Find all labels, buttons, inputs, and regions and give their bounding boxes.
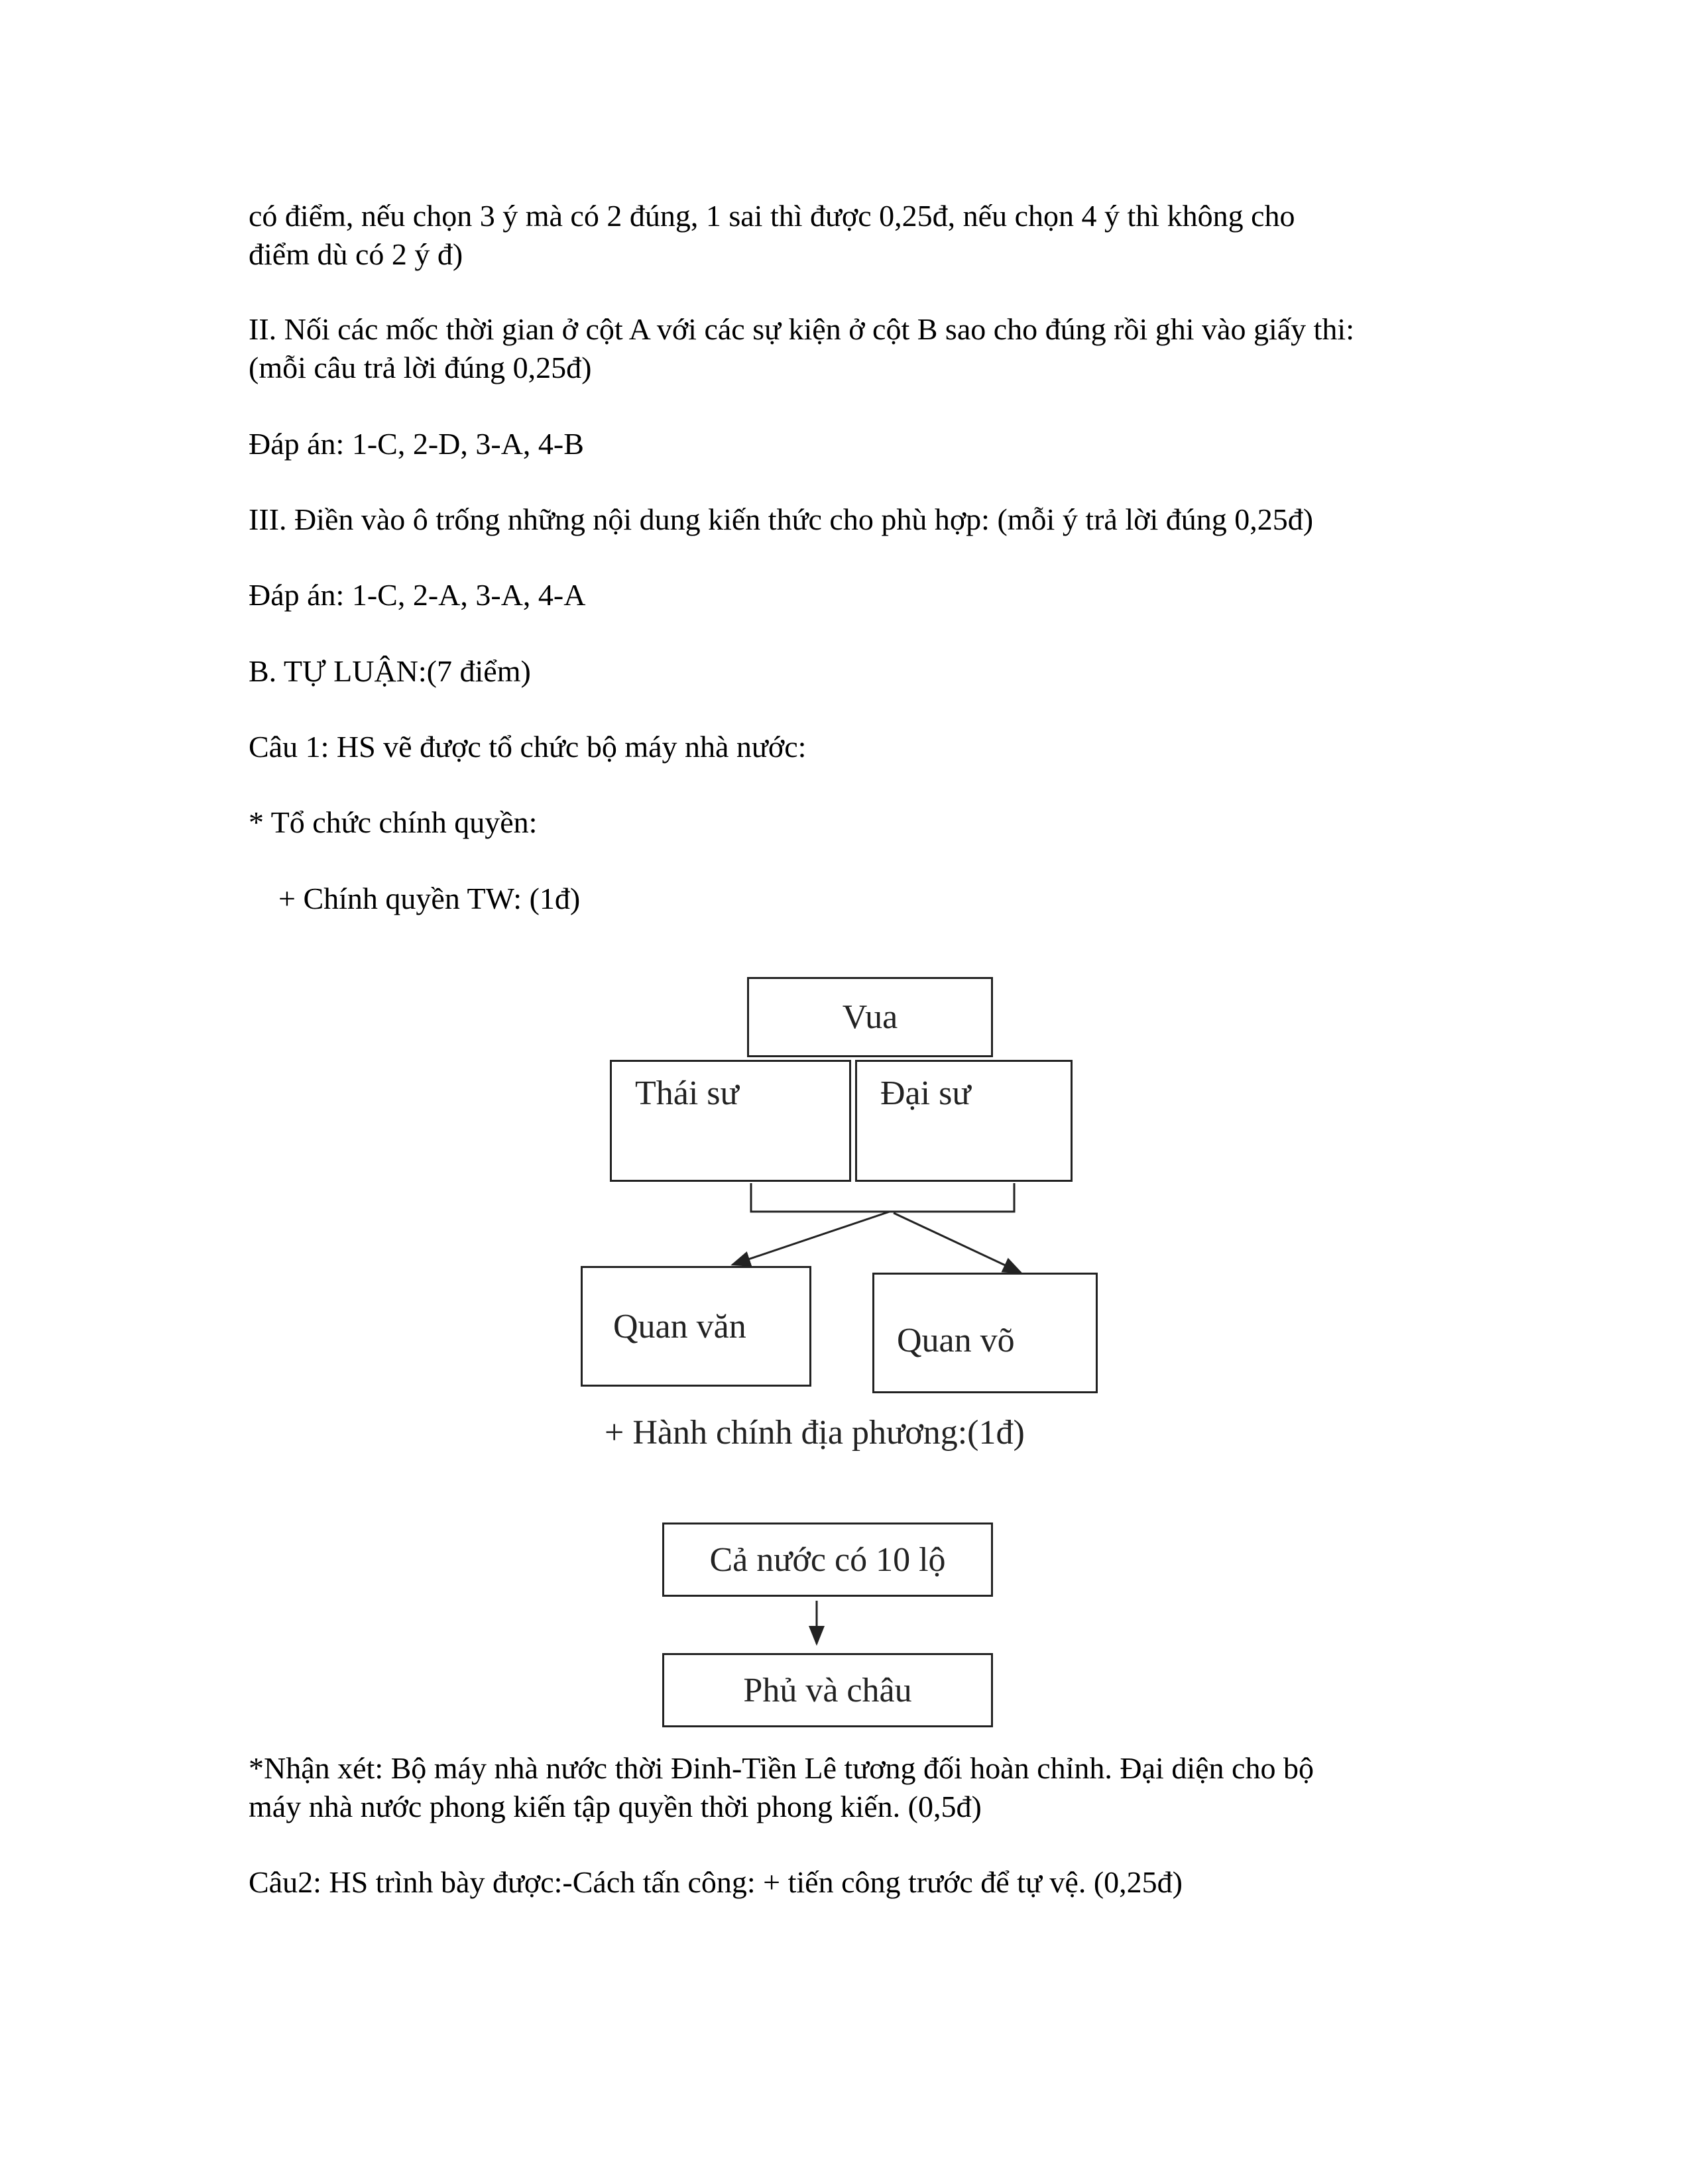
answer-key-ii: Đáp án: 1-C, 2-D, 3-A, 4-B bbox=[249, 427, 584, 461]
provinces-box bbox=[662, 1523, 993, 1597]
provinces-label: Cả nước có 10 lộ bbox=[709, 1540, 946, 1579]
paragraph-line: *Nhận xét: Bộ máy nhà nước thời Đinh-Tiền Lê tương đối hoàn chỉnh. Đại diện cho bộ bbox=[249, 1751, 1314, 1785]
military-officials-label: Quan võ bbox=[897, 1321, 1015, 1359]
answer-key-iii: Đáp án: 1-C, 2-A, 3-A, 4-A bbox=[249, 578, 586, 612]
arrow-to-military-officials bbox=[894, 1213, 1021, 1273]
grand-tutor-label: Thái sư bbox=[635, 1074, 739, 1112]
section-iii-instruction: III. Điền vào ô trống những nội dung kiến thức cho phù hợp: (mỗi ý trả lời đúng 0,25đ) bbox=[249, 502, 1314, 536]
king-box bbox=[747, 977, 993, 1057]
military-officials-box bbox=[872, 1273, 1098, 1393]
districts-box bbox=[662, 1653, 993, 1727]
king-label: Vua bbox=[842, 998, 898, 1036]
great-master-box bbox=[855, 1060, 1073, 1182]
local-administration-caption: + Hành chính địa phương:(1đ) bbox=[605, 1414, 1025, 1452]
civil-officials-box bbox=[581, 1266, 811, 1387]
question-2-text: Câu2: HS trình bày được:-Cách tấn công: + tiến công trước để tự vệ. (0,25đ) bbox=[249, 1865, 1183, 1899]
bracket-connector bbox=[751, 1183, 1014, 1212]
grand-tutor-box bbox=[610, 1060, 851, 1182]
great-master-label: Đại sư bbox=[880, 1074, 971, 1112]
section-b-heading: B. TỰ LUẬN:(7 điểm) bbox=[249, 654, 531, 688]
remark-paragraph bbox=[249, 1749, 1442, 1826]
paragraph-line: máy nhà nước phong kiến tập quyền thời phong kiến. (0,5đ) bbox=[249, 1790, 982, 1823]
paragraph-line: điểm dù có 2 ý đ) bbox=[249, 237, 463, 271]
paragraph-line: (mỗi câu trả lời đúng 0,25đ) bbox=[249, 351, 592, 384]
central-government-heading: + Chính quyền TW: (1đ) bbox=[278, 882, 581, 915]
government-organization-heading: * Tổ chức chính quyền: bbox=[249, 805, 538, 839]
arrow-to-civil-officials bbox=[732, 1212, 890, 1265]
question-1-text: Câu 1: HS vẽ được tổ chức bộ máy nhà nước: bbox=[249, 730, 807, 764]
paragraph-line: có điểm, nếu chọn 3 ý mà có 2 đúng, 1 sai thì được 0,25đ, nếu chọn 4 ý thì không cho bbox=[249, 199, 1295, 233]
districts-label: Phủ và châu bbox=[743, 1671, 912, 1709]
civil-officials-label: Quan văn bbox=[613, 1307, 746, 1346]
paragraph-line: II. Nối các mốc thời gian ở cột A với các sự kiện ở cột B sao cho đúng rồi ghi vào giấy thi: bbox=[249, 312, 1354, 346]
